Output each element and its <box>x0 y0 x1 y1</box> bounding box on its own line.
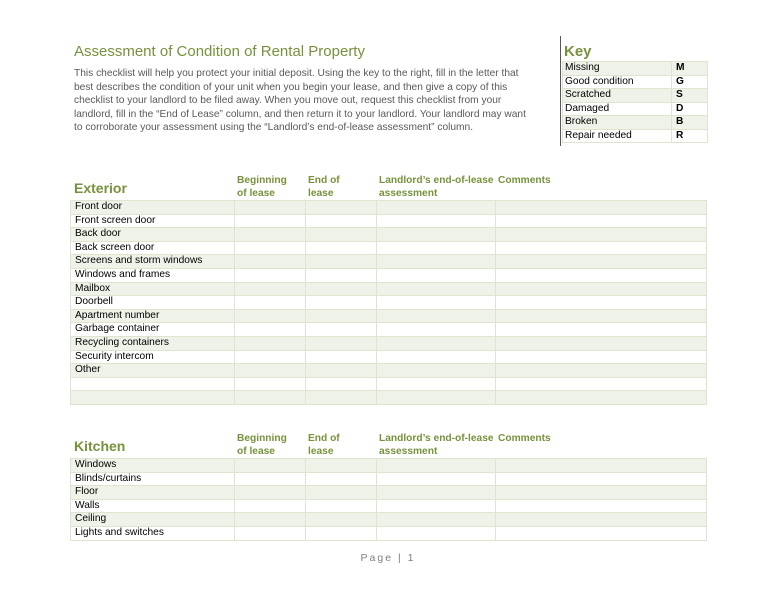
landlord-cell[interactable] <box>377 499 496 513</box>
comments-cell[interactable] <box>496 201 707 215</box>
comments-cell[interactable] <box>496 323 707 337</box>
comments-cell[interactable] <box>496 228 707 242</box>
key-code: S <box>672 89 708 103</box>
landlord-cell[interactable] <box>377 228 496 242</box>
item-label: Back door <box>71 228 235 242</box>
beginning-cell[interactable] <box>235 309 306 323</box>
end-cell[interactable] <box>306 377 377 391</box>
table-row <box>71 472 707 486</box>
item-label: Walls <box>71 499 235 513</box>
key-label: Missing <box>563 62 672 76</box>
comments-cell[interactable] <box>496 364 707 378</box>
end-cell[interactable] <box>306 201 377 215</box>
key-title: Key <box>564 43 592 60</box>
beginning-cell[interactable] <box>235 241 306 255</box>
section-title: Exterior <box>74 180 127 196</box>
landlord-cell[interactable] <box>377 459 496 473</box>
item-label: Lights and switches <box>71 526 235 540</box>
item-label: Back screen door <box>71 241 235 255</box>
key-row <box>563 129 708 143</box>
landlord-cell[interactable] <box>377 268 496 282</box>
end-cell[interactable] <box>306 309 377 323</box>
beginning-cell[interactable] <box>235 201 306 215</box>
item-label: Windows and frames <box>71 268 235 282</box>
comments-cell[interactable] <box>496 350 707 364</box>
end-cell[interactable] <box>306 268 377 282</box>
beginning-cell[interactable] <box>235 377 306 391</box>
exterior-table <box>70 200 707 405</box>
table-row <box>71 526 707 540</box>
item-label: Ceiling <box>71 513 235 527</box>
end-cell[interactable] <box>306 350 377 364</box>
end-cell[interactable] <box>306 459 377 473</box>
landlord-cell[interactable] <box>377 296 496 310</box>
table-row <box>71 364 707 378</box>
key-label: Repair needed <box>563 129 672 143</box>
table-row <box>71 268 707 282</box>
comments-cell[interactable] <box>496 282 707 296</box>
landlord-cell[interactable] <box>377 350 496 364</box>
comments-cell[interactable] <box>496 499 707 513</box>
table-row <box>71 459 707 473</box>
comments-cell[interactable] <box>496 391 707 405</box>
key-code: D <box>672 102 708 116</box>
intro-paragraph: This checklist will help you protect your initial deposit. Using the key to the right, fill in the letter that best describes the condition of your unit when you begin your lease, and then give a copy of this checklist to your landlord to be filed away. When you move out, request this checklist from your landlord, fill in the “End of Lease” column, and then return it to your landlord. Your landlord may want to corroborate your assessment using the “Landlord’s end-of-lease assessment” column. <box>74 68 526 134</box>
comments-cell[interactable] <box>496 472 707 486</box>
key-code: R <box>672 129 708 143</box>
table-row <box>71 323 707 337</box>
landlord-cell[interactable] <box>377 241 496 255</box>
beginning-cell[interactable] <box>235 323 306 337</box>
end-cell[interactable] <box>306 282 377 296</box>
table-row <box>71 282 707 296</box>
item-label <box>71 377 235 391</box>
beginning-cell[interactable] <box>235 255 306 269</box>
landlord-cell[interactable] <box>377 214 496 228</box>
column-header-beginning: Beginning of lease <box>237 175 287 199</box>
item-label: Screens and storm windows <box>71 255 235 269</box>
column-header-end: End of lease <box>308 175 340 199</box>
landlord-cell[interactable] <box>377 336 496 350</box>
beginning-cell[interactable] <box>235 513 306 527</box>
table-row <box>71 296 707 310</box>
beginning-cell[interactable] <box>235 214 306 228</box>
section-title: Kitchen <box>74 438 126 454</box>
comments-cell[interactable] <box>496 377 707 391</box>
item-label: Apartment number <box>71 309 235 323</box>
end-cell[interactable] <box>306 391 377 405</box>
key-row <box>563 102 708 116</box>
page-footer: Page | 1 <box>360 552 416 564</box>
item-label: Windows <box>71 459 235 473</box>
landlord-cell[interactable] <box>377 391 496 405</box>
end-cell[interactable] <box>306 364 377 378</box>
column-header-comments: Comments <box>498 433 551 444</box>
key-label: Scratched <box>563 89 672 103</box>
end-cell[interactable] <box>306 241 377 255</box>
column-header-comments: Comments <box>498 175 551 186</box>
landlord-cell[interactable] <box>377 201 496 215</box>
beginning-cell[interactable] <box>235 282 306 296</box>
landlord-cell[interactable] <box>377 472 496 486</box>
comments-cell[interactable] <box>496 309 707 323</box>
table-row <box>71 241 707 255</box>
comments-cell[interactable] <box>496 241 707 255</box>
beginning-cell[interactable] <box>235 391 306 405</box>
item-label <box>71 391 235 405</box>
comments-cell[interactable] <box>496 336 707 350</box>
comments-cell[interactable] <box>496 459 707 473</box>
kitchen-table <box>70 458 707 541</box>
item-label: Front door <box>71 201 235 215</box>
end-cell[interactable] <box>306 472 377 486</box>
end-cell[interactable] <box>306 296 377 310</box>
end-cell[interactable] <box>306 486 377 500</box>
table-row <box>71 391 707 405</box>
key-row <box>563 75 708 89</box>
key-row <box>563 116 708 130</box>
table-row <box>71 513 707 527</box>
section-kitchen <box>70 432 706 541</box>
beginning-cell[interactable] <box>235 228 306 242</box>
table-row <box>71 228 707 242</box>
end-cell[interactable] <box>306 336 377 350</box>
table-row <box>71 255 707 269</box>
item-label: Recycling containers <box>71 336 235 350</box>
comments-cell[interactable] <box>496 486 707 500</box>
beginning-cell[interactable] <box>235 472 306 486</box>
key-table <box>562 61 708 143</box>
end-cell[interactable] <box>306 513 377 527</box>
comments-cell[interactable] <box>496 526 707 540</box>
landlord-cell[interactable] <box>377 323 496 337</box>
key-label: Broken <box>563 116 672 130</box>
section-exterior <box>70 174 706 405</box>
item-label: Mailbox <box>71 282 235 296</box>
page-title: Assessment of Condition of Rental Property <box>74 43 365 60</box>
section-header <box>70 432 706 458</box>
landlord-cell[interactable] <box>377 486 496 500</box>
key-row <box>563 62 708 76</box>
key-code: M <box>672 62 708 76</box>
comments-cell[interactable] <box>496 268 707 282</box>
table-row <box>71 377 707 391</box>
comments-cell[interactable] <box>496 513 707 527</box>
landlord-cell[interactable] <box>377 309 496 323</box>
key-label: Damaged <box>563 102 672 116</box>
column-header-beginning: Beginning of lease <box>237 433 287 457</box>
beginning-cell[interactable] <box>235 296 306 310</box>
item-label: Doorbell <box>71 296 235 310</box>
column-header-end: End of lease <box>308 433 340 457</box>
item-label: Blinds/curtains <box>71 472 235 486</box>
landlord-cell[interactable] <box>377 282 496 296</box>
beginning-cell[interactable] <box>235 486 306 500</box>
beginning-cell[interactable] <box>235 499 306 513</box>
item-label: Front screen door <box>71 214 235 228</box>
column-header-landlord: Landlord’s end-of-lease assessment <box>379 433 494 457</box>
end-cell[interactable] <box>306 214 377 228</box>
item-label: Security intercom <box>71 350 235 364</box>
item-label: Floor <box>71 486 235 500</box>
table-row <box>71 499 707 513</box>
table-row <box>71 309 707 323</box>
table-row <box>71 486 707 500</box>
end-cell[interactable] <box>306 499 377 513</box>
beginning-cell[interactable] <box>235 459 306 473</box>
key-label: Good condition <box>563 75 672 89</box>
comments-cell[interactable] <box>496 296 707 310</box>
key-code: B <box>672 116 708 130</box>
comments-cell[interactable] <box>496 255 707 269</box>
table-row <box>71 201 707 215</box>
table-row <box>71 214 707 228</box>
end-cell[interactable] <box>306 228 377 242</box>
end-cell[interactable] <box>306 323 377 337</box>
landlord-cell[interactable] <box>377 255 496 269</box>
beginning-cell[interactable] <box>235 268 306 282</box>
table-row <box>71 336 707 350</box>
end-cell[interactable] <box>306 255 377 269</box>
beginning-cell[interactable] <box>235 364 306 378</box>
item-label: Other <box>71 364 235 378</box>
key-code: G <box>672 75 708 89</box>
landlord-cell[interactable] <box>377 364 496 378</box>
key-divider <box>560 36 561 146</box>
landlord-cell[interactable] <box>377 377 496 391</box>
landlord-cell[interactable] <box>377 526 496 540</box>
end-cell[interactable] <box>306 526 377 540</box>
item-label: Garbage container <box>71 323 235 337</box>
beginning-cell[interactable] <box>235 526 306 540</box>
table-row <box>71 350 707 364</box>
comments-cell[interactable] <box>496 214 707 228</box>
beginning-cell[interactable] <box>235 336 306 350</box>
section-header <box>70 174 706 200</box>
landlord-cell[interactable] <box>377 513 496 527</box>
column-header-landlord: Landlord’s end-of-lease assessment <box>379 175 494 199</box>
beginning-cell[interactable] <box>235 350 306 364</box>
key-row <box>563 89 708 103</box>
